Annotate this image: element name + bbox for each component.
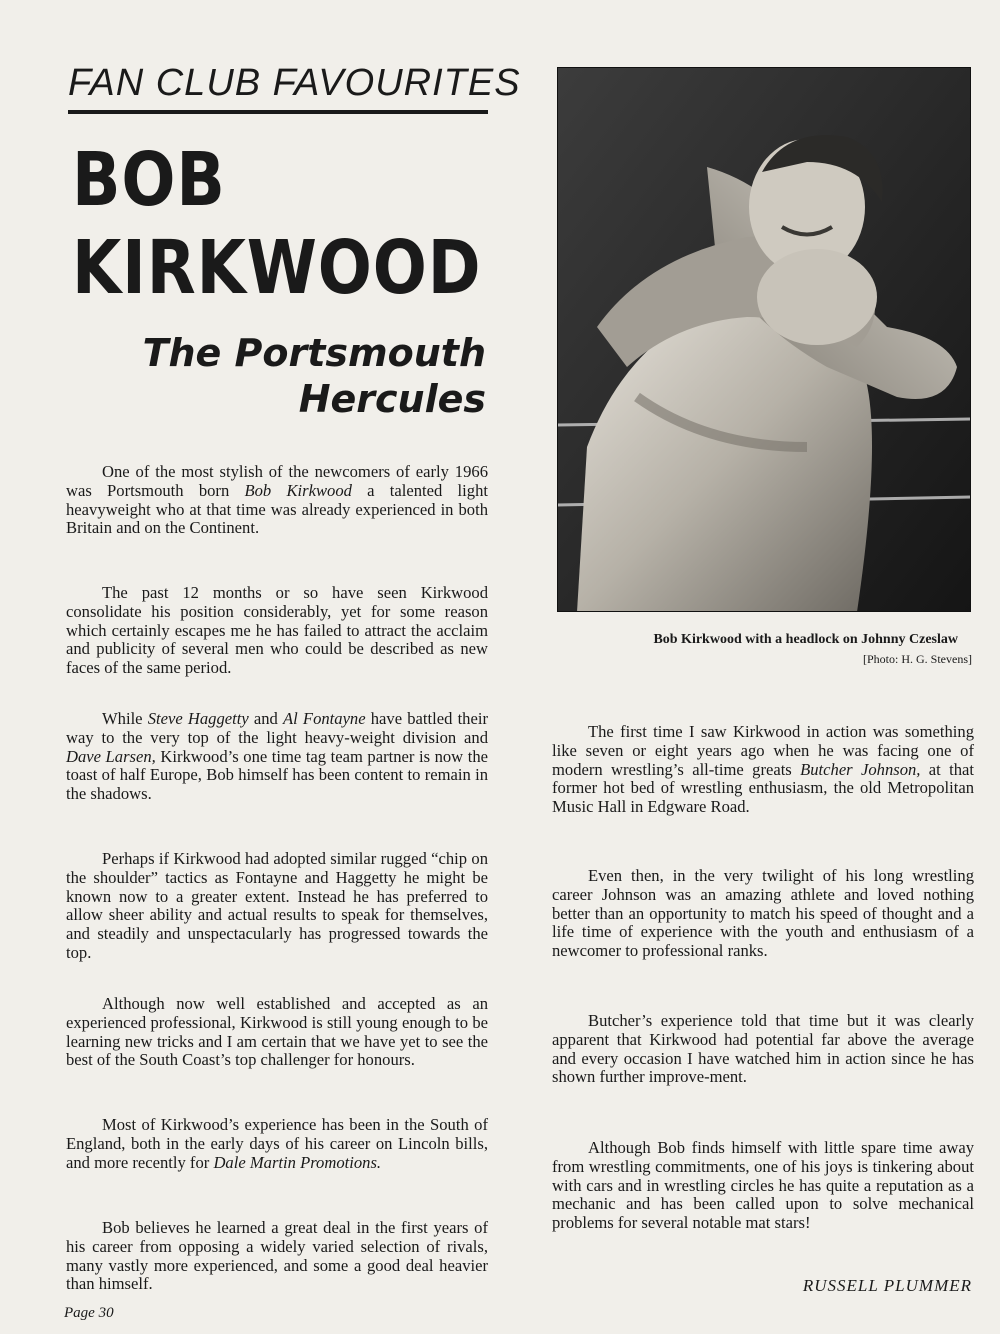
right-para-2: Even then, in the very twilight of his long wrestling career Johnson was an amazing athlete and loved nothing better than an opportunity to match his speed of thought and a life time of experience with the youth and enthusiasm of a newcomer to professional ranks.: [552, 866, 974, 961]
wrestling-photo: [557, 67, 971, 612]
photo-credit: [Photo: H. G. Stevens]: [863, 652, 972, 666]
section-kicker: FAN CLUB FAVOURITES: [68, 62, 521, 104]
left-para-7: Bob believes he learned a great deal in the first years of his career from opposing a widely varied selection of rivals, many vastly more experienced, and some a good deal heavier than himself.: [66, 1218, 488, 1294]
left-para-3: While Steve Haggetty and Al Fontayne have battled their way to the very top of the light heavy-weight division and Dave Larsen, Kirkwood’s one time tag team partner is now the toast of half Europe, Bob himself has been content to remain in the shadows.: [66, 709, 488, 804]
right-para-1: The first time I saw Kirkwood in action was something like seven or eight years ago when he was facing one of modern wrestling’s all-time greats Butcher Johnson, at that former hot bed of wrestling enthusiasm, the old Metropolitan Music Hall in Edgware Road.: [552, 722, 974, 817]
left-para-6: Most of Kirkwood’s experience has been in the South of England, both in the early days of his career on Lincoln bills, and more recently for Dale Martin Promotions.: [66, 1115, 488, 1172]
left-para-2: The past 12 months or so have seen Kirkwood consolidate his position considerably, yet for some reason which certainly escapes me he has failed to attract the acclaim and publicity of several men who could be described as new faces of the same period.: [66, 583, 488, 678]
subtitle: [140, 330, 486, 422]
photo-caption: Bob Kirkwood with a headlock on Johnny Czeslaw: [653, 632, 958, 647]
kicker-rule: [68, 110, 488, 114]
subtitle-line-2: Hercules: [298, 377, 486, 421]
headline-first-name: BOB: [72, 137, 226, 223]
right-para-3: Butcher’s experience told that time but it was clearly apparent that Kirkwood had potential far above the average and every occasion I have watched him in action since he has shown further improve-ment.: [552, 1011, 974, 1087]
subtitle-line-1: The Portsmouth: [142, 331, 486, 375]
page-number: Page 30: [64, 1305, 114, 1321]
author-byline: RUSSELL PLUMMER: [802, 1276, 972, 1295]
left-para-1: One of the most stylish of the newcomers of early 1966 was Portsmouth born Bob Kirkwood a talented light heavyweight who at that time was already experienced in both Britain and on the Continent.: [66, 462, 488, 538]
photo-illustration: [557, 67, 971, 612]
left-para-4: Perhaps if Kirkwood had adopted similar rugged “chip on the shoulder” tactics as Fontayne and Haggetty he might be known now to a greater extent. Instead he has preferred to allow sheer ability and actual results to speak for themselves, and steadily and unspectacularly has progressed towards the top.: [66, 849, 488, 962]
left-para-5: Although now well established and accepted as an experienced professional, Kirkwood is still young enough to be learning new tricks and I am certain that we have yet to see the best of the South Coast’s top challenger for honours.: [66, 994, 488, 1070]
headline-surname: KIRKWOOD: [72, 225, 482, 311]
right-para-4: Although Bob finds himself with little spare time away from wrestling commitments, one of his joys is tinkering about with cars and in wrestling circles he has quite a reputation as a mechanic and has been called upon to solve mechanical problems for several notable mat stars!: [552, 1138, 974, 1233]
